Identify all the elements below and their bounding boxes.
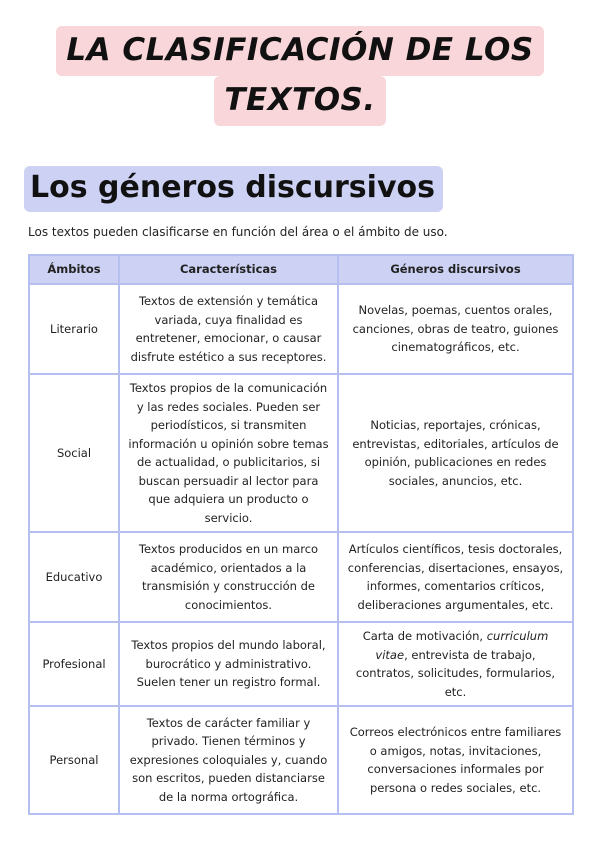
page-title-line-1: LA CLASIFICACIÓN DE LOS: [56, 26, 543, 76]
table-row: [29, 374, 573, 532]
generos-text-italic: curriculum vitae: [375, 629, 549, 662]
table-header-row: [29, 255, 573, 284]
intro-paragraph: Los textos pueden clasificarse en función del área o el ámbito de uso.: [28, 225, 448, 239]
page-title: [0, 26, 600, 126]
genres-table: [28, 254, 574, 815]
cell-caracteristicas: Textos producidos en un marco académico, orientados a la transmisión y construcción de conocimientos.: [119, 532, 338, 622]
cell-ambito: Personal: [29, 706, 119, 814]
table-row: [29, 532, 573, 622]
generos-text-pre: Carta de motivación,: [362, 629, 487, 643]
header-ambitos: Ámbitos: [29, 255, 119, 284]
table-row: [29, 284, 573, 374]
cell-caracteristicas: Textos de carácter familiar y privado. Tienen términos y expresiones coloquiales y, cuando son escritos, pueden distanciarse de la norma ortográfica.: [119, 706, 338, 814]
table-row: [29, 706, 573, 814]
cell-caracteristicas: Textos propios del mundo laboral, burocrático y administrativo. Suelen tener un registro formal.: [119, 622, 338, 706]
cell-caracteristicas: Textos propios de la comunicación y las redes sociales. Pueden ser periodísticos, si transmiten información u opinión sobre temas de actualidad, o publicitarios, si buscan persuadir al lector para que adquiera un producto o servicio.: [119, 374, 338, 532]
cell-ambito: Social: [29, 374, 119, 532]
page-title-line-2: TEXTOS.: [214, 76, 385, 126]
header-caracteristicas: Características: [119, 255, 338, 284]
generos-text-post: , entrevista de trabajo, contratos, solicitudes, formularios, etc.: [355, 647, 556, 699]
header-generos: Géneros discursivos: [338, 255, 573, 284]
cell-generos: Artículos científicos, tesis doctorales, conferencias, disertaciones, ensayos, informes, comentarios críticos, deliberaciones argumentales, etc.: [338, 532, 573, 622]
cell-generos: [338, 622, 573, 706]
table-row: [29, 622, 573, 706]
cell-ambito: Literario: [29, 284, 119, 374]
section-heading: Los géneros discursivos: [24, 166, 443, 212]
cell-ambito: Profesional: [29, 622, 119, 706]
cell-generos: Noticias, reportajes, crónicas, entrevistas, editoriales, artículos de opinión, publicaciones en redes sociales, anuncios, etc.: [338, 374, 573, 532]
cell-generos: Correos electrónicos entre familiares o amigos, notas, invitaciones, conversaciones informales por persona o redes sociales, etc.: [338, 706, 573, 814]
cell-generos: Novelas, poemas, cuentos orales, canciones, obras de teatro, guiones cinematográficos, etc.: [338, 284, 573, 374]
cell-caracteristicas: Textos de extensión y temática variada, cuya finalidad es entretener, emocionar, o causar disfrute estético a sus receptores.: [119, 284, 338, 374]
cell-ambito: Educativo: [29, 532, 119, 622]
